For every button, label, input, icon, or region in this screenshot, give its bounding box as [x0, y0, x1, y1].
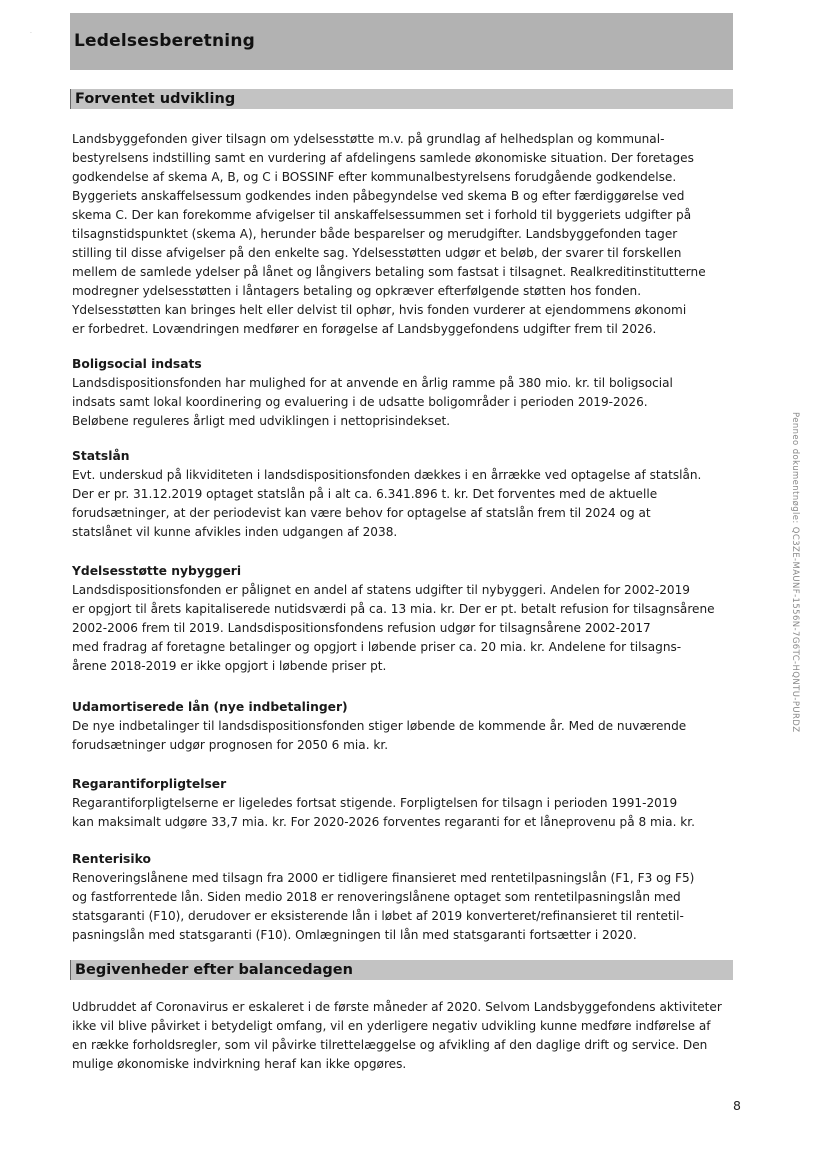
text-line: Beløbene reguleres årligt med udviklingen i nettoprisindekset. — [72, 414, 451, 428]
text-line: forudsætninger udgør prognosen for 2050 6 mia. kr. — [72, 738, 389, 752]
subsection-statslan — [72, 447, 732, 542]
text-line: skema C. Der kan forekomme afvigelser til anskaffelsessummen set i forhold til byggeriets udgifter på — [72, 208, 692, 222]
text-line: er opgjort til årets kapitaliserede nutidsværdi på ca. 13 mia. kr. Der er pt. betalt refusion for tilsagnsårene — [72, 602, 715, 616]
section-title-forventet: Forventet udvikling — [75, 91, 236, 107]
text-line: modregner ydelsesstøtten i låntagers betaling og opkræver efterfølgende støtten hos fonden. — [72, 284, 642, 298]
subsection-heading: Udamortiserede lån (nye indbetalinger) — [72, 700, 348, 714]
text-line: 2002-2006 frem til 2019. Landsdispositionsfondens refusion udgør for tilsagnsårene 2002-2017 — [72, 621, 651, 635]
section-title-begivenheder: Begivenheder efter balancedagen — [75, 962, 353, 978]
section-header-forventet — [70, 89, 733, 109]
text-line: Landsdispositionsfonden har mulighed for at anvende en årlig ramme på 380 mio. kr. til boligsocial — [72, 376, 673, 390]
text-line: en række forholdsregler, som vil påvirke tilrettelæggelse og afvikling af den daglige drift og service. Den — [72, 1038, 708, 1052]
text-line: Ydelsesstøtten kan bringes helt eller delvist til ophør, hvis fonden vurderer at ejendommens økonomi — [72, 303, 687, 317]
text-line: tilsagnstidspunktet (skema A), herunder både besparelser og merudgifter. Landsbyggefonden tager — [72, 227, 678, 241]
subsection-regaranti — [72, 775, 732, 832]
text-line: Byggeriets anskaffelsessum godkendes inden påbegyndelse ved skema B og efter færdiggørelse ved — [72, 189, 685, 203]
text-line: statsgaranti (F10), derudover er eksisterende lån i løbet af 2019 konverteret/refinansieret til rentetil- — [72, 909, 684, 923]
text-line: er forbedret. Lovændringen medfører en forøgelse af Landsbyggefondens udgifter frem til 2026. — [72, 322, 657, 336]
text-line: stilling til disse afvigelser på den enkelte sag. Ydelsesstøtten udgør et beløb, der svarer til forskellen — [72, 246, 682, 260]
intro-paragraph — [72, 130, 732, 339]
scan-mark: · — [30, 30, 32, 37]
page-title: Ledelsesberetning — [74, 31, 255, 51]
section-header-begivenheder — [70, 960, 733, 980]
text-line: mellem de samlede ydelser på lånet og långivers betaling som fastsat i tilsagnet. Realkreditinstitutterne — [72, 265, 706, 279]
penneo-document-key: Penneo dokumentnøgle: QC3ZE-MAUNF-1556N-7G6TC-HQNTU-PURDZ — [790, 412, 800, 733]
text-line: med fradrag af foretagne betalinger og opgjort i løbende priser ca. 20 mia. kr. Andelene for tilsagns- — [72, 640, 682, 654]
text-line: De nye indbetalinger til landsdispositionsfonden stiger løbende de kommende år. Med de nuværende — [72, 719, 687, 733]
subsection-heading: Boligsocial indsats — [72, 357, 202, 371]
text-line: pasningslån med statsgaranti (F10). Omlægningen til lån med statsgaranti fortsætter i 2020. — [72, 928, 637, 942]
text-line: indsats samt lokal koordinering og evaluering i de udsatte boligområder i perioden 2019-2026. — [72, 395, 648, 409]
subsection-boligsocial — [72, 355, 732, 431]
subsection-heading: Regarantiforpligtelser — [72, 777, 227, 791]
subsection-heading: Renterisiko — [72, 852, 151, 866]
text-line: Landsdispositionsfonden er pålignet en andel af statens udgifter til nybyggeri. Andelen for 2002-2019 — [72, 583, 690, 597]
text-line: Der er pr. 31.12.2019 optaget statslån på i alt ca. 6.341.896 t. kr. Det forventes med de aktuelle — [72, 487, 658, 501]
text-line: forudsætninger, at der periodevist kan være behov for optagelse af statslån frem til 2024 og at — [72, 506, 651, 520]
subsection-udamortiserede — [72, 698, 732, 755]
text-line: mulige økonomiske indvirkning heraf kan ikke opgøres. — [72, 1057, 407, 1071]
text-line: Evt. underskud på likviditeten i landsdispositionsfonden dækkes i en årrække ved optagelse af statslån. — [72, 468, 702, 482]
text-line: Udbruddet af Coronavirus er eskaleret i de første måneder af 2020. Selvom Landsbyggefondens aktiviteter — [72, 1000, 722, 1014]
text-line: kan maksimalt udgøre 33,7 mia. kr. For 2020-2026 forventes regaranti for et låneprovenu på 8 mia. kr. — [72, 815, 695, 829]
text-line: Landsbyggefonden giver tilsagn om ydelsesstøtte m.v. på grundlag af helhedsplan og kommunal- — [72, 132, 665, 146]
begivenheder-paragraph — [72, 998, 732, 1074]
subsection-renterisiko — [72, 850, 732, 945]
text-line: bestyrelsens indstilling samt en vurdering af afdelingens samlede økonomiske situation. Der foretages — [72, 151, 694, 165]
title-banner — [70, 13, 733, 70]
page-number: 8 — [733, 1098, 741, 1113]
text-line: Regarantiforpligtelserne er ligeledes fortsat stigende. Forpligtelsen for tilsagn i perioden 1991-2019 — [72, 796, 678, 810]
text-line: Renoveringslånene med tilsagn fra 2000 er tidligere finansieret med rentetilpasningslån (F1, F3 og F5) — [72, 871, 695, 885]
text-line: årene 2018-2019 er ikke opgjort i løbende priser pt. — [72, 659, 387, 673]
text-line: ikke vil blive påvirket i betydeligt omfang, vil en yderligere negativ udvikling kunne medføre indførelse af — [72, 1019, 711, 1033]
subsection-ydelsesstotte — [72, 562, 732, 676]
subsection-heading: Ydelsesstøtte nybyggeri — [72, 564, 242, 578]
text-line: godkendelse af skema A, B, og C i BOSSINF efter kommunalbestyrelsens forudgående godkendelse. — [72, 170, 677, 184]
text-line: og fastforrentede lån. Siden medio 2018 er renoveringslånene optaget som rentetilpasningslån med — [72, 890, 681, 904]
subsection-heading: Statslån — [72, 449, 130, 463]
text-line: statslånet vil kunne afvikles inden udgangen af 2038. — [72, 525, 398, 539]
